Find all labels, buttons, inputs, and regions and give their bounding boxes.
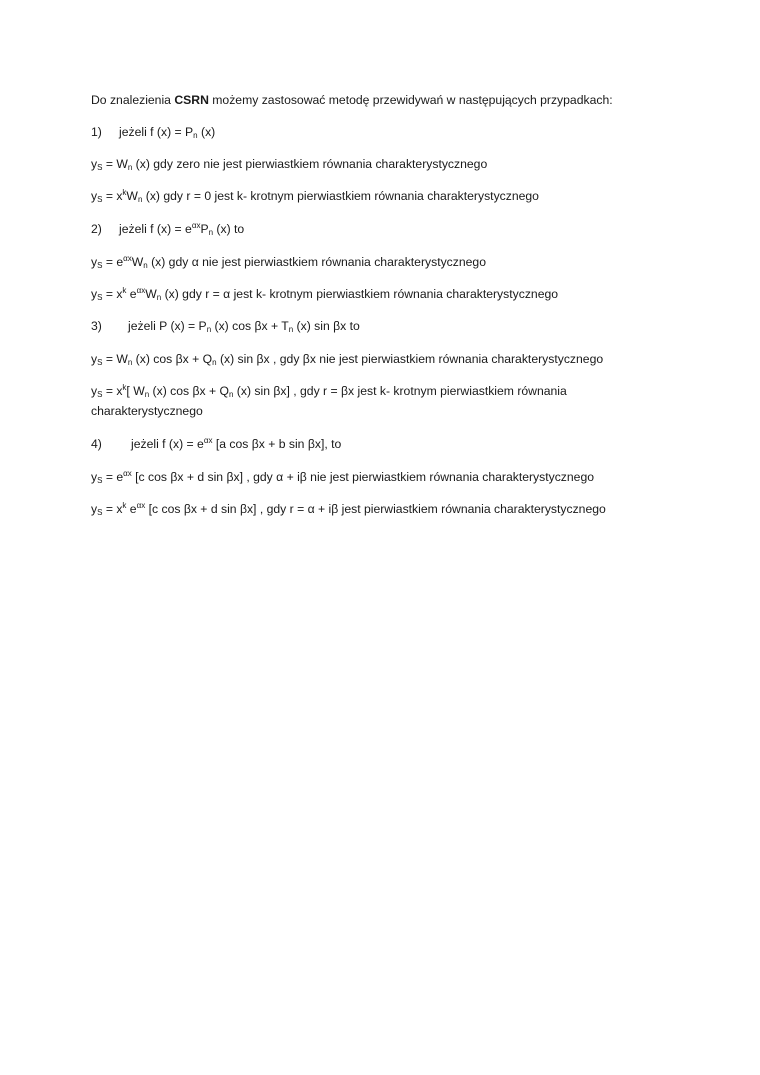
- text: P: [200, 222, 209, 236]
- text: [ W: [126, 384, 145, 398]
- subscript: n: [288, 325, 294, 334]
- subscript: S: [97, 476, 103, 485]
- formula-line-b: [91, 188, 691, 204]
- subscript: S: [97, 261, 103, 270]
- subscript: n: [193, 131, 198, 140]
- formula-line-a: [91, 156, 691, 172]
- superscript: k: [122, 501, 127, 510]
- var: y: [91, 470, 98, 484]
- subscript: n: [208, 228, 214, 237]
- case-number: 3): [91, 319, 102, 333]
- text: e: [126, 502, 137, 516]
- var: y: [91, 189, 98, 203]
- intro-bold-term: CSRN: [174, 93, 209, 107]
- case-text-tail: (x) to: [213, 222, 245, 236]
- formula-line-d: [91, 286, 691, 302]
- var: y: [91, 255, 98, 269]
- case-number: 4): [91, 437, 102, 451]
- text: = x: [102, 502, 123, 516]
- text: (x) cos βx + Q: [149, 384, 229, 398]
- formula-line-f: [91, 383, 691, 399]
- subscript: S: [97, 508, 103, 517]
- formula-line-e: [91, 351, 691, 367]
- var: y: [91, 352, 98, 366]
- subscript: n: [127, 163, 133, 172]
- text: e: [126, 287, 137, 301]
- text: W: [131, 255, 144, 269]
- case-text: jeżeli f (x) = e: [119, 222, 192, 236]
- superscript: αx: [191, 221, 201, 230]
- formula-line-g: [91, 469, 691, 485]
- subscript: S: [97, 163, 103, 172]
- subscript: n: [127, 358, 133, 367]
- subscript: n: [156, 293, 162, 302]
- case-4-heading: [91, 436, 691, 452]
- text: = x: [102, 189, 123, 203]
- superscript: k: [122, 188, 127, 197]
- subscript: S: [97, 195, 103, 204]
- intro-text-end: możemy zastosować metodę przewidywań w następujących przypadkach:: [208, 93, 613, 107]
- text: = e: [102, 470, 124, 484]
- case-text-tail: (x): [197, 125, 216, 139]
- var: y: [91, 502, 98, 516]
- text: (x) cos βx + T: [211, 319, 289, 333]
- text: W: [126, 189, 138, 203]
- text: (x) gdy r = α jest k- krotnym pierwiastkiem równania charakterystycznego: [161, 287, 559, 301]
- var: y: [91, 384, 98, 398]
- case-text: jeżeli f (x) = P: [119, 125, 194, 139]
- formula-line-f-wrap: [91, 403, 691, 419]
- subscript: S: [97, 390, 103, 399]
- subscript: n: [144, 390, 150, 399]
- text: (x) sin βx] , gdy r = βx jest k- krotnym pierwiastkiem równania: [233, 384, 567, 398]
- subscript: n: [143, 261, 148, 270]
- text: = x: [102, 287, 123, 301]
- text: (x) cos βx + Q: [132, 352, 213, 366]
- text: (x) gdy r = 0 jest k- krotnym pierwiastkiem równania charakterystycznego: [142, 189, 539, 203]
- intro-paragraph: [91, 92, 691, 108]
- superscript: αx: [203, 436, 213, 445]
- intro-text: Do znalezienia: [91, 93, 175, 107]
- text: (x) gdy zero nie jest pierwiastkiem równania charakterystycznego: [132, 157, 488, 171]
- text: [c cos βx + d sin βx] , gdy α + iβ nie jest pierwiastkiem równania charakterystycznego: [131, 470, 595, 484]
- text: (x) sin βx , gdy βx nie jest pierwiastkiem równania charakterystycznego: [216, 352, 604, 366]
- var: y: [91, 157, 98, 171]
- superscript: k: [122, 383, 127, 392]
- case-3-heading: [91, 318, 691, 334]
- subscript: n: [228, 390, 234, 399]
- text: (x) gdy α nie jest pierwiastkiem równania charakterystycznego: [147, 255, 486, 269]
- text: charakterystycznego: [91, 404, 203, 418]
- text: [c cos βx + d sin βx] , gdy r = α + iβ jest pierwiastkiem równania charakterystycznego: [145, 502, 606, 516]
- superscript: k: [122, 286, 127, 295]
- text: = W: [102, 157, 128, 171]
- case-number: 2): [91, 222, 102, 236]
- case-text-tail: [a cos βx + b sin βx], to: [212, 437, 342, 451]
- case-text-tail: (x) sin βx to: [293, 319, 360, 333]
- subscript: n: [212, 358, 217, 367]
- text: = W: [102, 352, 128, 366]
- subscript: S: [97, 293, 103, 302]
- case-2-heading: [91, 221, 691, 237]
- superscript: αx: [136, 286, 146, 295]
- text: W: [145, 287, 157, 301]
- case-text: jeżeli P (x) = P: [128, 319, 207, 333]
- text: = x: [102, 384, 123, 398]
- superscript: αx: [136, 501, 146, 510]
- formula-line-h: [91, 501, 691, 517]
- case-text: jeżeli f (x) = e: [131, 437, 204, 451]
- subscript: n: [137, 195, 143, 204]
- formula-line-c: [91, 254, 691, 270]
- subscript: S: [97, 358, 103, 367]
- var: y: [91, 287, 98, 301]
- superscript: αx: [123, 254, 132, 263]
- case-number: 1): [91, 125, 102, 139]
- text: = e: [102, 255, 124, 269]
- case-1-heading: [91, 124, 691, 140]
- superscript: αx: [123, 469, 132, 478]
- subscript: n: [206, 325, 212, 334]
